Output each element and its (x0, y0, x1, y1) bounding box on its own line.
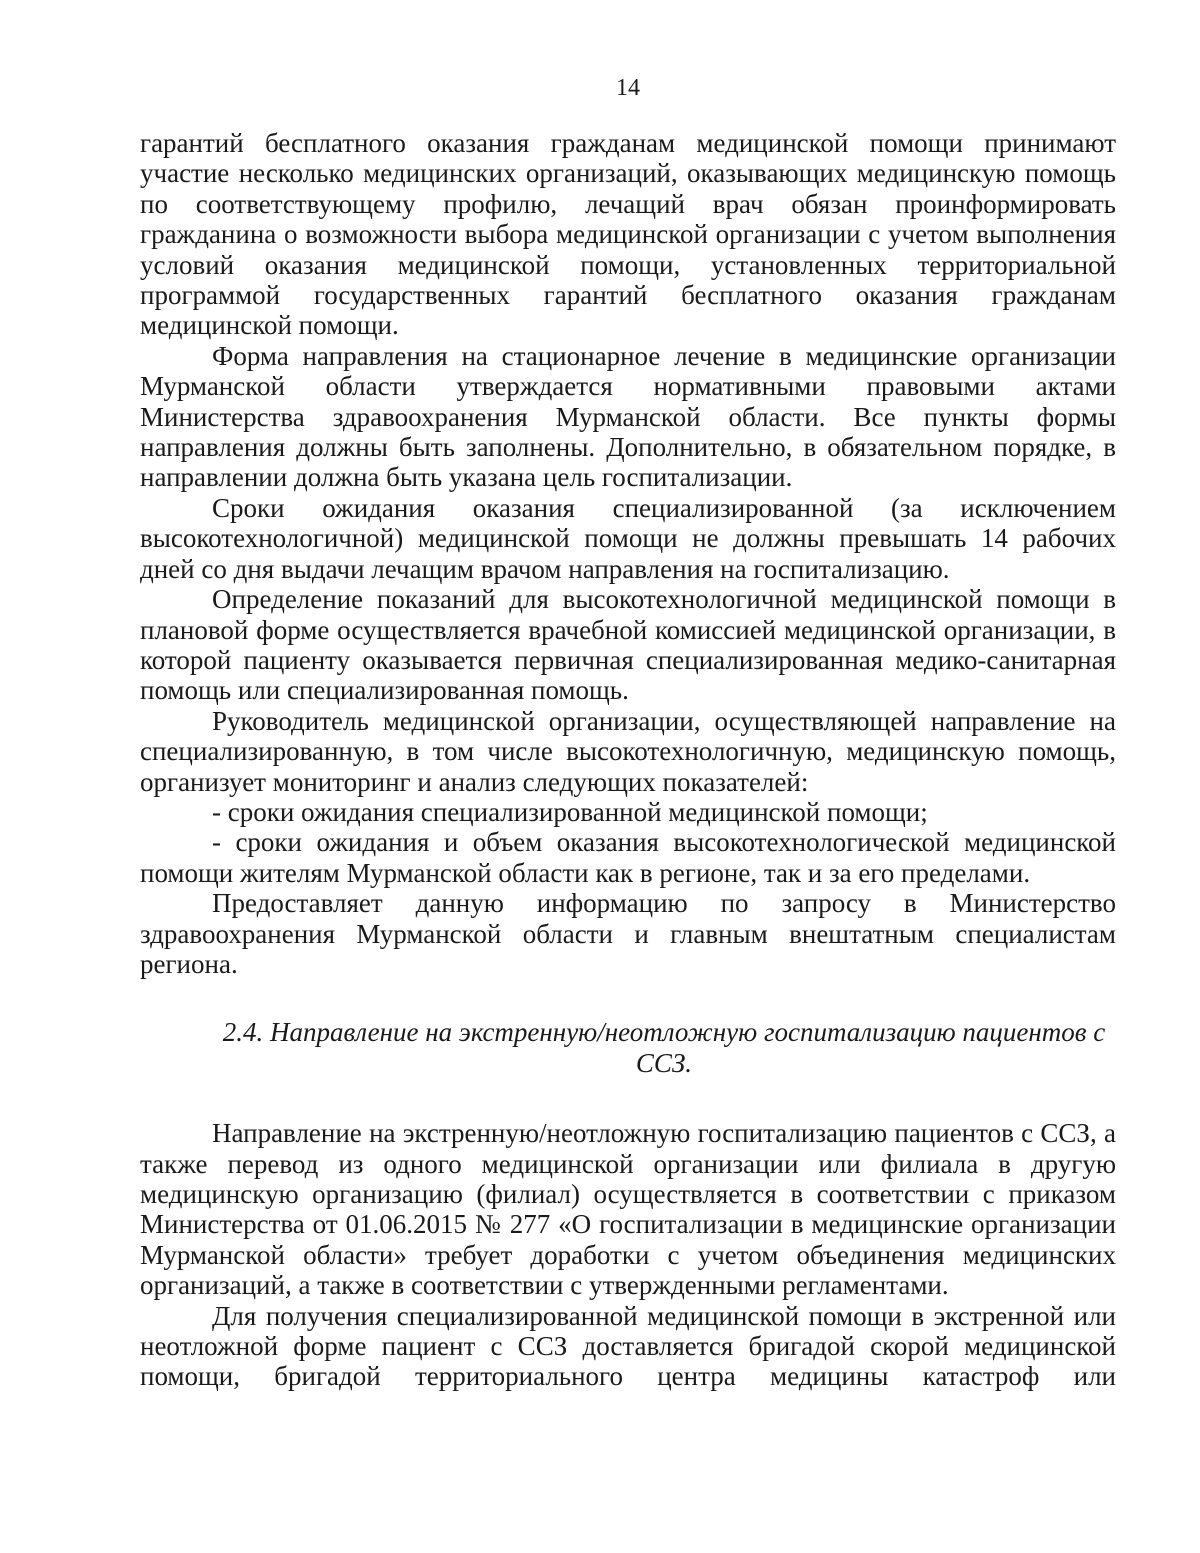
section-heading-line: ССЗ. (635, 1047, 693, 1078)
list-item: - сроки ожидания специализированной медицинской помощи; (212, 796, 928, 827)
paragraph: Направление на экстренную/неотложную госпитализацию пациентов с ССЗ, а также перевод из одного медицинской организации или филиала в другую медицинскую организацию (филиал) осуществляется в соответствии с приказом Министерства от 01.06.2015 № 277 «О госпитализации в медицинские организации Мурманской области» требует доработки с учетом объединения медицинских организаций, а также в соответствии с утвержденными регламентами. (140, 1118, 1116, 1301)
document-body (140, 128, 1116, 1392)
paragraph: Форма направления на стационарное лечение в медицинские организации Мурманской области утверждается нормативными правовыми актами Министерства здравоохранения Мурманской области. Все пункты формы направления должны быть заполнены. Дополнительно, в обязательном порядке, в направлении должна быть указана цель госпитализации. (140, 340, 1116, 493)
page-number: 14 (616, 75, 640, 101)
section-heading (140, 1017, 1116, 1078)
paragraph: Предоставляет данную информацию по запросу в Министерство здравоохранения Мурманской области и главным внештатным специалистам региона. (140, 888, 1116, 979)
list-item: - сроки ожидания и объем оказания высокотехнологической медицинской помощи жителям Мурманской области как в регионе, так и за его пределами. (140, 827, 1116, 888)
paragraph: Для получения специализированной медицинской помощи в экстренной или неотложной форме пациент с ССЗ доставляется бригадой скорой медицинской помощи, бригадой территориального центра медицины катастроф или (140, 1300, 1116, 1392)
paragraph: гарантий бесплатного оказания гражданам медицинской помощи принимают участие несколько медицинских организаций, оказывающих медицинскую помощь по соответствующему профилю, лечащий врач обязан проинформировать гражданина о возможности выбора медицинской организации с учетом выполнения условий оказания медицинской помощи, установленных территориальной программой государственных гарантий бесплатного оказания гражданам медицинской помощи. (140, 128, 1116, 341)
paragraph: Определение показаний для высокотехнологичной медицинской помощи в плановой форме осуществляется врачебной комиссией медицинской организации, в которой пациенту оказывается первичная специализированная медико-санитарная помощь или специализированная помощь. (140, 584, 1116, 706)
section-heading-line: 2.4. Направление на экстренную/неотложную госпитализацию пациентов с (222, 1017, 1106, 1048)
paragraph: Сроки ожидания оказания специализированной (за исключением высокотехнологичной) медицинской помощи не должны превышать 14 рабочих дней со дня выдачи лечащим врачом направления на госпитализацию. (140, 492, 1116, 584)
paragraph: Руководитель медицинской организации, осуществляющей направление на специализированную, в том числе высокотехнологичную, медицинскую помощь, организует мониторинг и анализ следующих показателей: (140, 705, 1116, 797)
